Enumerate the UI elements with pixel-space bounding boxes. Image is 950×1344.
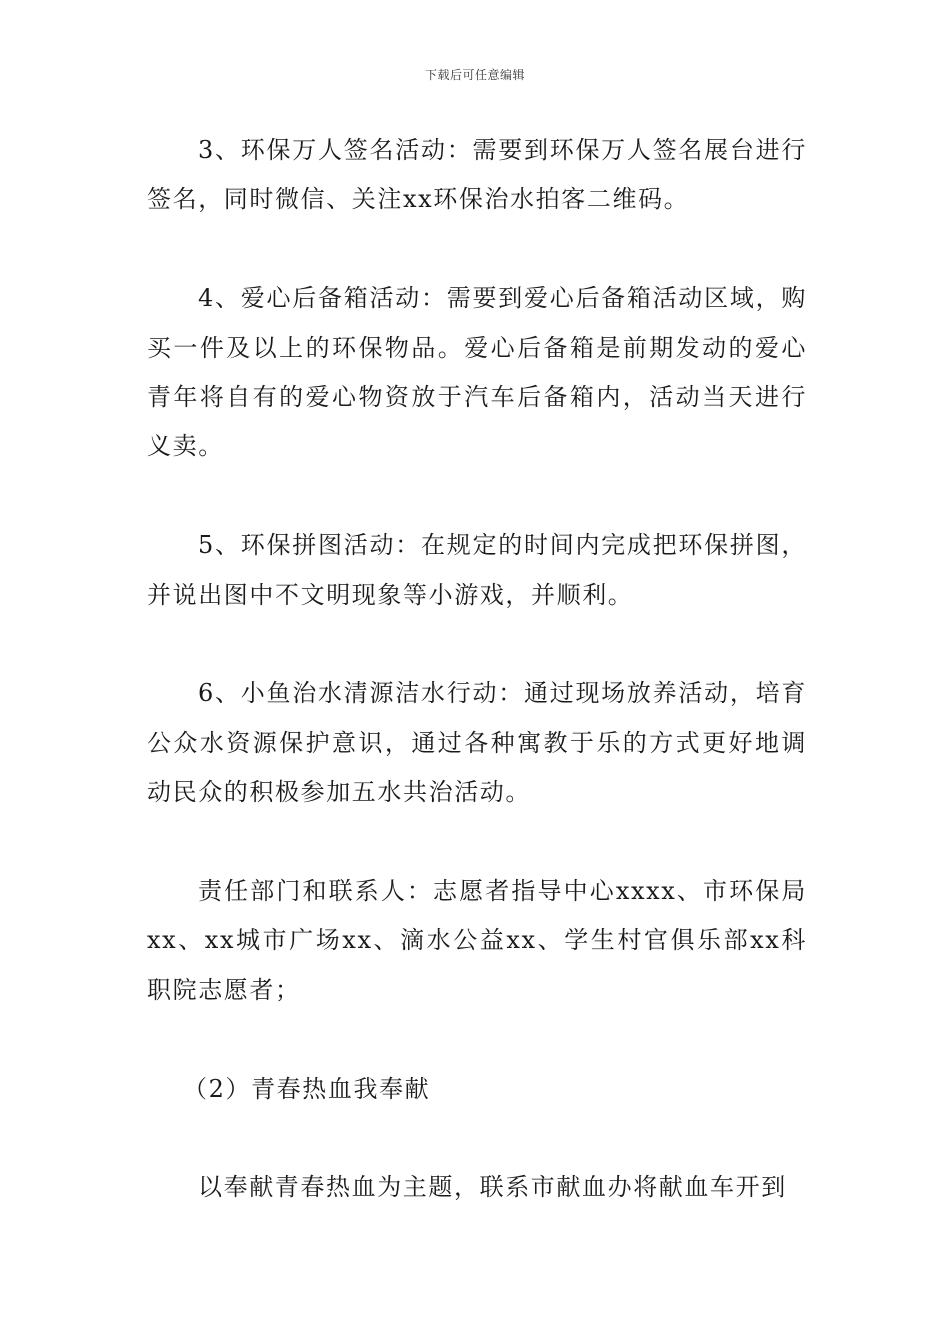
page-header: 下载后可任意编辑 bbox=[424, 68, 525, 82]
paragraph-puzzle-activity: 5、环保拼图活动：在规定的时间内完成把环保拼图，并说出图中不文明现象等小游戏，并顺利。 bbox=[147, 531, 807, 609]
paragraph-gap bbox=[147, 620, 807, 669]
paragraph-fish-activity: 6、小鱼治水清源洁水行动：通过现场放养活动，培育公众水资源保护意识，通过各种寓教于乐的方式更好地调动民众的积极参加五水共治活动。 bbox=[147, 679, 807, 807]
document-body bbox=[147, 126, 807, 1213]
paragraph-signature-activity: 3、环保万人签名活动：需要到环保万人签名展台进行签名，同时微信、关注xx环保治水拍客二维码。 bbox=[147, 136, 807, 214]
paragraph-gap bbox=[147, 472, 807, 521]
paragraph-blood-donation: 以奉献青春热血为主题，联系市献血办将献血车开到 bbox=[198, 1173, 787, 1202]
paragraph-gap bbox=[147, 1114, 807, 1163]
paragraph-gap bbox=[147, 818, 807, 867]
paragraph-gap bbox=[147, 1015, 807, 1064]
section-heading: （2）青春热血我奉献 bbox=[183, 1074, 431, 1103]
paragraph-contacts: 责任部门和联系人：志愿者指导中心xxxx、市环保局xx、xx城市广场xx、滴水公益xx、学生村官俱乐部xx科职院志愿者； bbox=[147, 877, 807, 1004]
paragraph-gap bbox=[147, 225, 807, 274]
paragraph-trunk-activity: 4、爱心后备箱活动：需要到爱心后备箱活动区域，购买一件及以上的环保物品。爱心后备箱是前期发动的爱心青年将自有的爱心物资放于汽车后备箱内，活动当天进行义卖。 bbox=[147, 284, 807, 461]
